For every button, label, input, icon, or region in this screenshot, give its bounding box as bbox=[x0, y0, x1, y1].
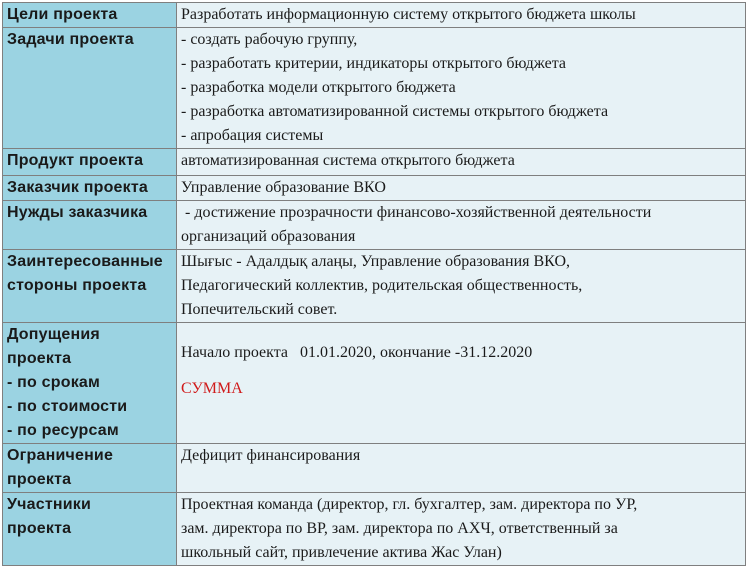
assumptions-label-line: - по стоимости bbox=[7, 398, 128, 415]
participants-line: зам. директора по ВР, зам. директора по АХЧ, ответственный за bbox=[181, 520, 618, 537]
product-label: Продукт проекта bbox=[3, 149, 177, 176]
needs-line: - достижение прозрачности финансово-хозяйственной деятельности bbox=[181, 204, 652, 221]
table-row-product bbox=[3, 149, 746, 176]
limits-label-line: Ограничение bbox=[7, 447, 114, 464]
stakeholders-label-line: Заинтересованные bbox=[7, 253, 163, 270]
needs-label: Нужды заказчика bbox=[3, 201, 177, 250]
task-item: - разработать критерии, индикаторы открытого бюджета bbox=[181, 55, 566, 72]
project-passport-table bbox=[2, 2, 746, 566]
assumptions-value bbox=[177, 323, 746, 444]
stakeholders-label bbox=[3, 250, 177, 323]
table-row-participants bbox=[3, 493, 746, 566]
table-row-limits bbox=[3, 444, 746, 493]
limits-label-line: проекта bbox=[7, 471, 72, 488]
table-row-tasks bbox=[3, 28, 746, 149]
participants-label-line: проекта bbox=[7, 520, 72, 537]
table-row-goal bbox=[3, 3, 746, 28]
task-item: - апробация системы bbox=[181, 127, 324, 144]
task-item: - разработка автоматизированной системы открытого бюджета bbox=[181, 103, 609, 120]
needs-line: организаций образования bbox=[181, 228, 356, 245]
stakeholders-line: Попечительский совет. bbox=[181, 301, 338, 318]
client-label: Заказчик проекта bbox=[3, 176, 177, 201]
limits-label bbox=[3, 444, 177, 493]
project-dates: Начало проекта 01.01.2020, окончание -31.12.2020 bbox=[181, 344, 533, 361]
task-item: - разработка модели открытого бюджета bbox=[181, 79, 456, 96]
table-row-stakeholders bbox=[3, 250, 746, 323]
task-item: - создать рабочую группу, bbox=[181, 31, 358, 48]
assumptions-label-line: проекта bbox=[7, 350, 72, 367]
stakeholders-label-line: стороны проекта bbox=[7, 277, 147, 294]
stakeholders-line: Педагогический коллектив, родительская общественность, bbox=[181, 277, 583, 294]
tasks-label: Задачи проекта bbox=[3, 28, 177, 149]
participants-label-line: Участники bbox=[7, 496, 92, 513]
stakeholders-value bbox=[177, 250, 746, 323]
product-value: автоматизированная система открытого бюджета bbox=[177, 149, 746, 176]
stakeholders-line: Шығыс - Адалдық алаңы, Управление образования ВКО, bbox=[181, 253, 570, 270]
assumptions-label-line: - по ресурсам bbox=[7, 422, 119, 439]
participants-line: школьный сайт, привлечение актива Жас Улан) bbox=[181, 544, 502, 561]
needs-value bbox=[177, 201, 746, 250]
participants-label bbox=[3, 493, 177, 566]
table-row-needs bbox=[3, 201, 746, 250]
tasks-list bbox=[177, 28, 746, 149]
table-row-client bbox=[3, 176, 746, 201]
project-sum: СУММА bbox=[181, 380, 243, 397]
limits-value: Дефицит финансирования bbox=[177, 444, 746, 493]
goal-label: Цели проекта bbox=[3, 3, 177, 28]
assumptions-label-line: - по срокам bbox=[7, 374, 101, 391]
client-value: Управление образование ВКО bbox=[177, 176, 746, 201]
assumptions-label-line: Допущения bbox=[7, 326, 100, 343]
assumptions-label bbox=[3, 323, 177, 444]
participants-line: Проектная команда (директор, гл. бухгалтер, зам. директора по УР, bbox=[181, 496, 638, 513]
goal-value: Разработать информационную систему открытого бюджета школы bbox=[177, 3, 746, 28]
table-row-assumptions bbox=[3, 323, 746, 444]
participants-value bbox=[177, 493, 746, 566]
